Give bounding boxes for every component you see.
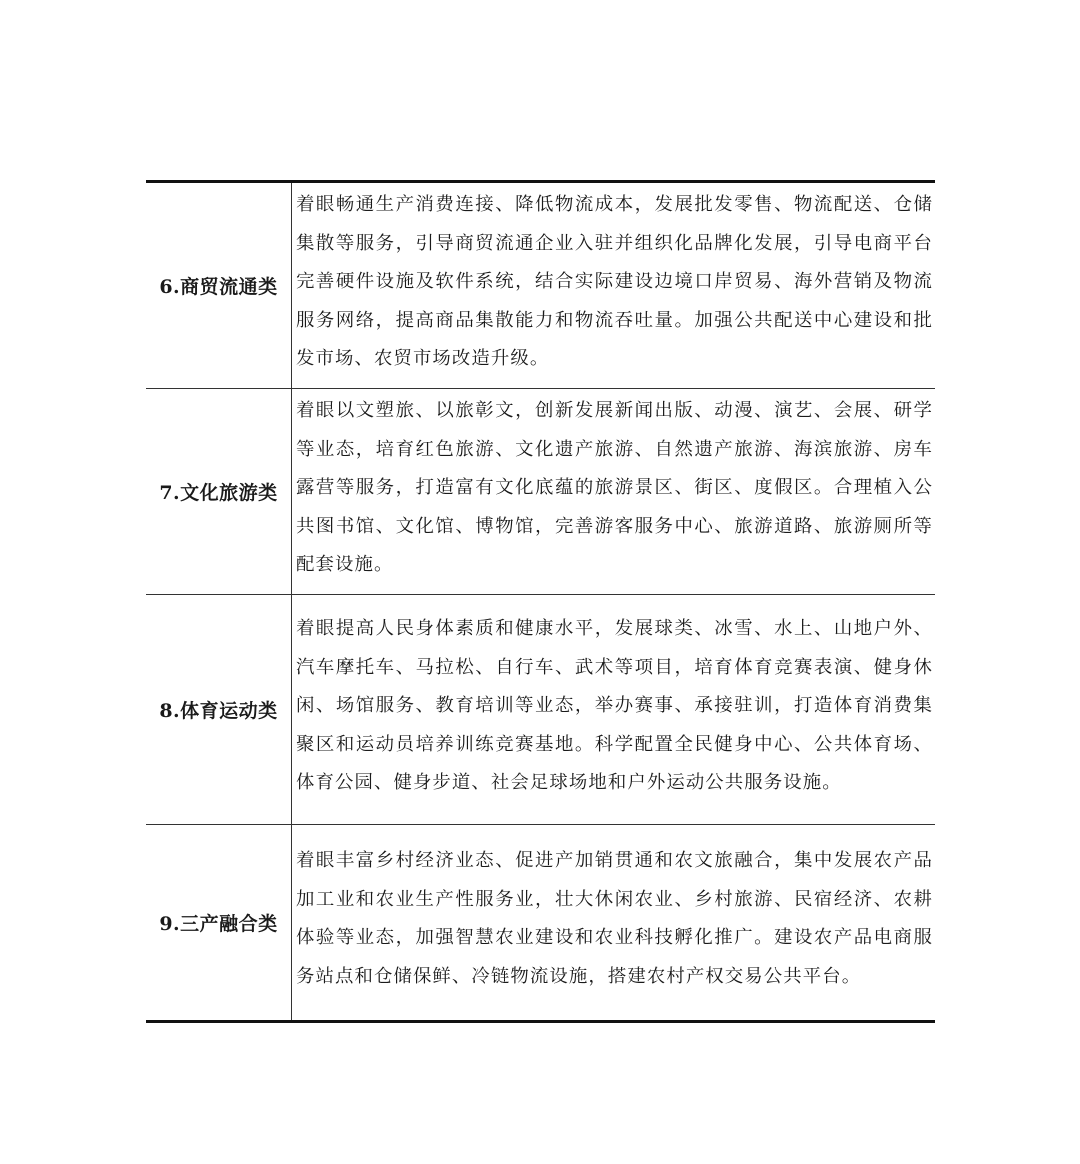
category-description: 着眼提高人民身体素质和健康水平，发展球类、冰雪、水上、山地户外、汽车摩托车、马拉松、自行车、武术等项目，培育体育竞赛表演、健身休闲、场馆服务、教育培训等业态，举办赛事、承接驻训，打造体育消费集聚区和运动员培养训练竞赛基地。科学配置全民健身中心、公共体育场、体育公园、健身步道、社会足球场地和户外运动公共服务设施。 <box>296 617 933 794</box>
category-description: 着眼丰富乡村经济业态、促进产加销贯通和农文旅融合，集中发展农产品加工业和农业生产性服务业，壮大休闲农业、乡村旅游、民宿经济、农耕体验等业态，加强智慧农业建设和农业科技孵化推广。建设农产品电商服务站点和仓储保鲜、冷链物流设施，搭建农村产权交易公共平台。 <box>296 850 933 988</box>
category-label: 9.三产融合类 <box>146 824 292 1021</box>
category-label: 8.体育运动类 <box>146 594 292 824</box>
category-description: 着眼以文塑旅、以旅彰文，创新发展新闻出版、动漫、演艺、会展、研学等业态，培育红色旅游、文化遗产旅游、自然遗产旅游、海滨旅游、房车露营等服务，打造富有文化底蕴的旅游景区、街区、度假区。合理植入公共图书馆、文化馆、博物馆，完善游客服务中心、旅游道路、旅游厕所等配套设施。 <box>296 399 933 576</box>
category-label: 7.文化旅游类 <box>146 388 292 594</box>
table-row <box>146 388 935 594</box>
table-row <box>146 182 935 389</box>
category-table <box>146 180 935 1023</box>
table-row <box>146 594 935 824</box>
category-label: 6.商贸流通类 <box>146 182 292 389</box>
table-row <box>146 824 935 1021</box>
category-description: 着眼畅通生产消费连接、降低物流成本，发展批发零售、物流配送、仓储集散等服务，引导商贸流通企业入驻并组织化品牌化发展，引导电商平台完善硬件设施及软件系统，结合实际建设边境口岸贸易、海外营销及物流服务网络，提高商品集散能力和物流吞吐量。加强公共配送中心建设和批发市场、农贸市场改造升级。 <box>296 194 933 370</box>
